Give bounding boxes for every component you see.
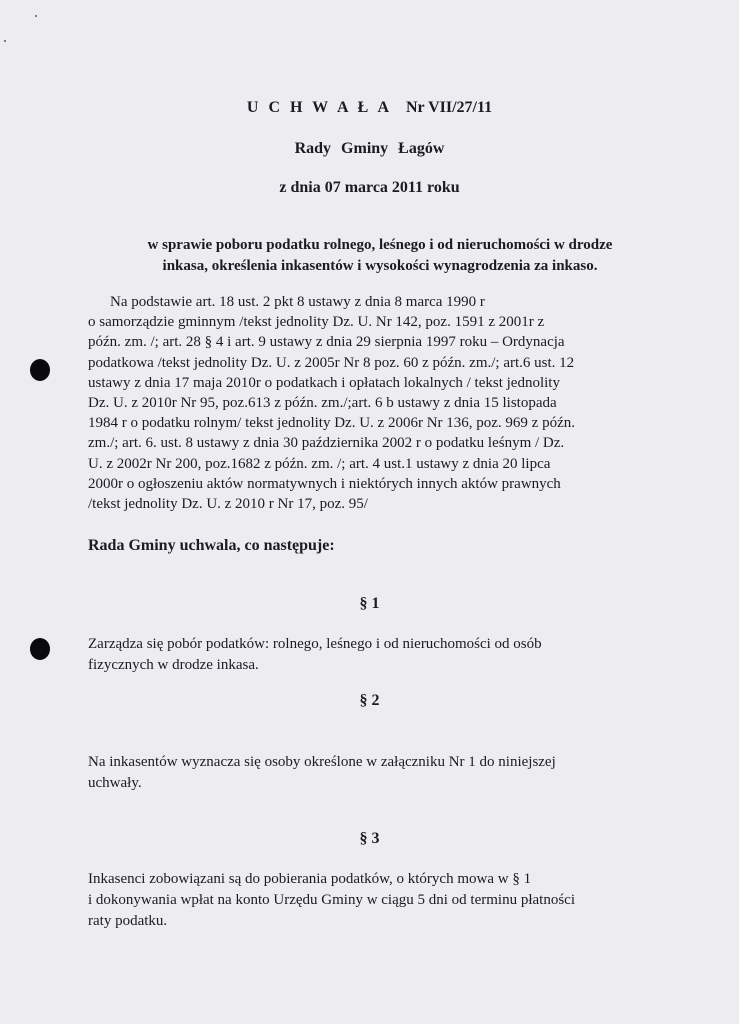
scan-speck bbox=[35, 15, 37, 17]
legal-basis-line: 2000r o ogłoszeniu aktów normatywnych i niektórych innych aktów prawnych bbox=[88, 475, 561, 492]
punch-hole-top bbox=[30, 359, 50, 381]
section-line: i dokonywania wpłat na konto Urzędu Gminy w ciągu 5 dni od terminu płatności bbox=[88, 892, 575, 908]
resolution-subject bbox=[80, 235, 680, 277]
title-word: U C H W A Ł A bbox=[246, 99, 392, 116]
scan-speck bbox=[4, 40, 6, 42]
section-mark-3: § 3 bbox=[359, 830, 380, 847]
section-mark-2: § 2 bbox=[359, 692, 380, 709]
section-line: uchwały. bbox=[88, 775, 142, 791]
punch-hole-bottom bbox=[30, 638, 50, 660]
legal-basis bbox=[88, 292, 688, 514]
date-line: z dnia 07 marca 2011 roku bbox=[279, 179, 460, 196]
section-3-text bbox=[88, 869, 688, 932]
legal-basis-line: /tekst jednolity Dz. U. z 2010 r Nr 17, poz. 95/ bbox=[88, 496, 368, 513]
section-line: Na inkasentów wyznacza się osoby określone w załączniku Nr 1 do niniejszej bbox=[88, 754, 556, 770]
legal-basis-line: Dz. U. z 2010r Nr 95, poz.613 z późn. zm./;art. 6 b ustawy z dnia 15 listopada bbox=[88, 395, 557, 412]
resolution-title bbox=[0, 99, 739, 117]
section-line: Inkasenci zobowiązani są do pobierania podatków, o których mowa w § 1 bbox=[88, 871, 532, 887]
subject-line: inkasa, określenia inkasentów i wysokości wynagrodzenia za inkaso. bbox=[162, 258, 598, 274]
section-2-text bbox=[88, 752, 688, 794]
legal-basis-line: późn. zm. /; art. 28 § 4 i art. 9 ustawy z dnia 29 sierpnia 1997 roku – Ordynacja bbox=[88, 334, 565, 351]
section-1-text bbox=[88, 634, 688, 676]
section-line: raty podatku. bbox=[88, 913, 168, 929]
legal-basis-line: Na podstawie art. 18 ust. 2 pkt 8 ustawy z dnia 8 marca 1990 r bbox=[110, 294, 485, 310]
section-line: Zarządza się pobór podatków: rolnego, leśnego i od nieruchomości od osób bbox=[88, 636, 542, 652]
legal-basis-line: zm./; art. 6. ust. 8 ustawy z dnia 30 października 2002 r o podatku leśnym / Dz. bbox=[88, 435, 565, 452]
decision-intro: Rada Gminy uchwala, co następuje: bbox=[88, 537, 335, 554]
issuer-line: Rady Gminy Łagów bbox=[294, 140, 445, 157]
resolution-number: Nr VII/27/11 bbox=[406, 99, 493, 116]
subject-line: w sprawie poboru podatku rolnego, leśnego i od nieruchomości w drodze bbox=[147, 237, 613, 253]
section-line: fizycznych w drodze inkasa. bbox=[88, 657, 259, 673]
legal-basis-line: U. z 2002r Nr 200, poz.1682 z późn. zm. /; art. 4 ust.1 ustawy z dnia 20 lipca bbox=[88, 455, 551, 472]
legal-basis-line: o samorządzie gminnym /tekst jednolity Dz. U. Nr 142, poz. 1591 z 2001r z bbox=[88, 314, 545, 331]
section-mark-1: § 1 bbox=[359, 595, 380, 612]
legal-basis-line: podatkowa /tekst jednolity Dz. U. z 2005r Nr 8 poz. 60 z późn. zm./; art.6 ust. 12 bbox=[88, 354, 575, 371]
legal-basis-line: ustawy z dnia 17 maja 2010r o podatkach i opłatach lokalnych / tekst jednolity bbox=[88, 374, 560, 391]
legal-basis-line: 1984 r o podatku rolnym/ tekst jednolity Dz. U. z 2006r Nr 136, poz. 969 z późn. bbox=[88, 415, 576, 432]
